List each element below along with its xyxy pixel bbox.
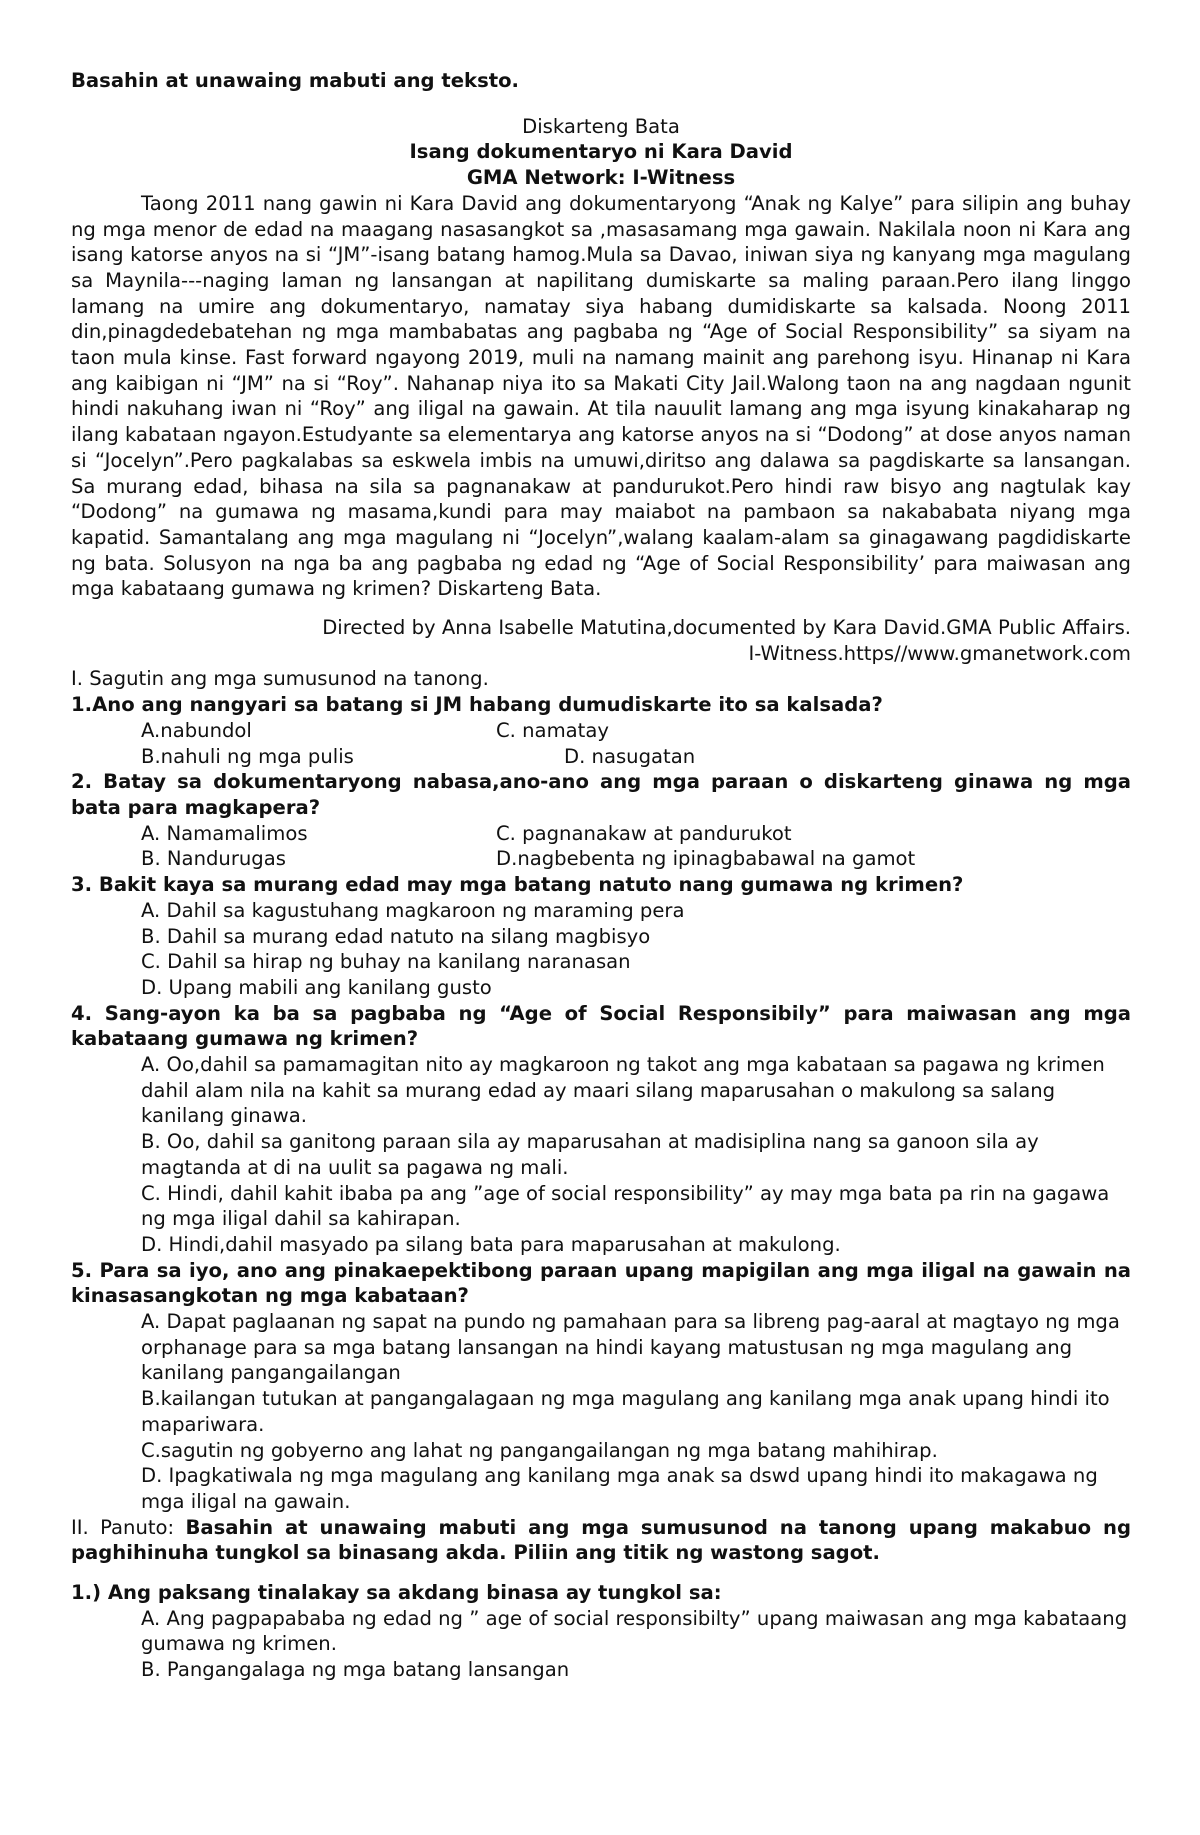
part2-label: II. Panuto: bbox=[71, 1515, 175, 1539]
reading-instruction: Basahin at unawaing mabuti ang teksto. bbox=[71, 69, 519, 92]
q1-options-row-1 bbox=[71, 718, 1131, 744]
q4-option-a: A. Oo,dahil sa pamamagitan nito ay magkaroon ng takot ang mga kabataan sa pagawa ng krimen dahil alam nila na kahit sa murang edad ay maari silang maparusahan o makulong sa salang kanilang ginawa. bbox=[141, 1053, 1105, 1128]
q2-option-b: B. Nandurugas bbox=[141, 847, 286, 871]
title-block bbox=[71, 114, 1131, 191]
q4-option-d: D. Hindi,dahil masyado pa silang bata para maparusahan at makulong. bbox=[141, 1232, 841, 1256]
credits bbox=[71, 615, 1131, 666]
credits-line-1: Directed by Anna Isabelle Matutina,documented by Kara David.GMA Public Affairs. bbox=[322, 616, 1131, 640]
question-3: 3. Bakit kaya sa murang edad may mga batang natuto nang gumawa ng krimen? bbox=[71, 873, 964, 897]
q3-option-b: B. Dahil sa murang edad natuto na silang magbisyo bbox=[141, 924, 651, 948]
part2-text: Basahin at unawaing mabuti ang mga sumusunod na tanong upang makabuo ng paghihinuha tungkol sa binasang akda. Piliin ang titik ng wastong sagot. bbox=[71, 1515, 1131, 1565]
part2-instructions bbox=[71, 1515, 1131, 1566]
part2-question-1: 1.) Ang paksang tinalakay sa akdang binasa ay tungkol sa: bbox=[71, 1581, 722, 1605]
q5-option-d: D. Ipagkatiwala ng mga magulang ang kanilang mga anak sa dswd upang hindi ito makagawa ng mga iligal na gawain. bbox=[141, 1464, 1098, 1513]
credits-line-2: I-Witness.https//www.gmanetwork.com bbox=[748, 641, 1131, 665]
question-4: 4. Sang-ayon ka ba sa pagbaba ng “Age of Social Responsibily” para maiwasan ang mga kabataang gumawa ng krimen? bbox=[71, 1001, 1131, 1051]
q1-option-b: B.nahuli ng mga pulis bbox=[141, 744, 354, 768]
part1-heading: I. Sagutin ang mga sumusunod na tanong. bbox=[71, 667, 489, 691]
q5-option-c: C.sagutin ng gobyerno ang lahat ng pangangailangan ng mga batang mahihirap. bbox=[141, 1438, 938, 1462]
q5-option-a: A. Dapat paglaanan ng sapat na pundo ng pamahaan para sa libreng pag-aaral at magtayo ng mga orphanage para sa mga batang lansangan na hindi kayang matustusan ng mga magulang ang kanilang pangangailangan bbox=[141, 1310, 1120, 1385]
part2-q1-option-a: A. Ang pagpapababa ng edad ng ” age of social responsibilty” upang maiwasan ang mga kabataang gumawa ng krimen. bbox=[141, 1606, 1128, 1656]
question-1: 1.Ano ang nangyari sa batang si JM habang dumudiskarte ito sa kalsada? bbox=[71, 693, 883, 717]
q2-options-row-1 bbox=[71, 821, 1131, 847]
q2-option-a: A. Namamalimos bbox=[141, 821, 308, 845]
q1-options-row-2 bbox=[71, 744, 1131, 770]
q4-option-c: C. Hindi, dahil kahit ibaba pa ang ”age of social responsibility” ay may mga bata pa rin na gagawa ng mga iligal dahil sa kahirapan. bbox=[141, 1181, 1110, 1231]
q2-options-row-2 bbox=[71, 846, 1131, 872]
q2-option-c: C. pagnanakaw at pandurukot bbox=[496, 821, 792, 845]
spacer bbox=[71, 1566, 1131, 1580]
q2-option-d: D.nagbebenta ng ipinagbabawal na gamot bbox=[496, 847, 916, 871]
q1-option-d: D. nasugatan bbox=[564, 744, 696, 768]
documentary-subtitle: Isang dokumentaryo ni Kara David bbox=[409, 140, 793, 164]
q4-option-b: B. Oo, dahil sa ganitong paraan sila ay maparusahan at madisiplina nang sa ganoon sila ay magtanda at di na uulit sa pagawa ng mali. bbox=[141, 1130, 1039, 1179]
q3-option-c: C. Dahil sa hirap ng buhay na kanilang naranasan bbox=[141, 950, 631, 974]
q1-option-c: C. namatay bbox=[496, 718, 609, 742]
part2-q1-option-b: B. Pangangalaga ng mga batang lansangan bbox=[141, 1658, 570, 1682]
q5-option-b: B.kailangan tutukan at pangangalagaan ng mga magulang ang kanilang mga anak upang hindi ito mapariwara. bbox=[141, 1387, 1110, 1436]
q1-option-a: A.nabundol bbox=[141, 718, 252, 742]
question-2: 2. Batay sa dokumentaryong nabasa,ano-ano ang mga paraan o diskarteng ginawa ng mga bata para magkapera? bbox=[71, 770, 1131, 819]
story-paragraph: Taong 2011 nang gawin ni Kara David ang dokumentaryong “Anak ng Kalye” para silipin ang buhay ng mga menor de edad na maagang nasasangkot sa ,masasamang mga gawain. Nakilala noon ni Kara ang isang katorse anyos na si “JM”-isang batang hamog.Mula sa Davao, iniwan siya ng kanyang mga magulang sa Maynila---naging laman ng lansangan at napilitang dumiskarte sa maling paraan.Pero ilang linggo lamang na umire ang dokumentaryo, namatay siya habang dumidiskarte sa kalsada. Noong 2011 din,pinagdedebatehan ng mga mambabatas ang pagbaba ng “Age of Social Responsibility” sa siyam na taon mula kinse. Fast forward ngayong 2019, muli na namang mainit ang parehong isyu. Hinanap ni Kara ang kaibigan ni “JM” na si “Roy”. Nahanap niya ito sa Makati City Jail.Walong taon na ang nagdaan ngunit hindi nakuhang iwan ni “Roy” ang iligal na gawain. At tila nauulit lamang ang mga isyung kinakaharap ng ilang kabataan ngayon.Estudyante sa elementarya ang katorse anyos na si “Dodong” at dose anyos naman si “Jocelyn”.Pero pagkalabas sa eskwela imbis na umuwi,diritso ang dalawa sa pagdiskarte sa lansangan. Sa murang edad, bihasa na sila sa pagnanakaw at pandurukot.Pero hindi raw bisyo ang nagtulak kay “Dodong” na gumawa ng masama,kundi para may maiabot na pambaon sa nakababata niyang mga kapatid. Samantalang ang mga magulang ni “Jocelyn”,walang kaalam-alam sa ginagawang pagdidiskarte ng bata. Solusyon na nga ba ang pagbaba ng edad ng “Age of Social Responsibility’ para maiwasan ang mga kabataang gumawa ng krimen? Diskarteng Bata. bbox=[71, 191, 1131, 601]
q3-option-a: A. Dahil sa kagustuhang magkaroon ng maraming pera bbox=[141, 898, 685, 922]
question-5: 5. Para sa iyo, ano ang pinakaepektibong paraan upang mapigilan ang mga iligal na gawain na kinasasangkotan ng mga kabataan? bbox=[71, 1258, 1131, 1308]
q3-option-d: D. Upang mabili ang kanilang gusto bbox=[141, 975, 492, 999]
documentary-title: Diskarteng Bata bbox=[522, 114, 680, 138]
network-title: GMA Network: I-Witness bbox=[466, 166, 736, 190]
